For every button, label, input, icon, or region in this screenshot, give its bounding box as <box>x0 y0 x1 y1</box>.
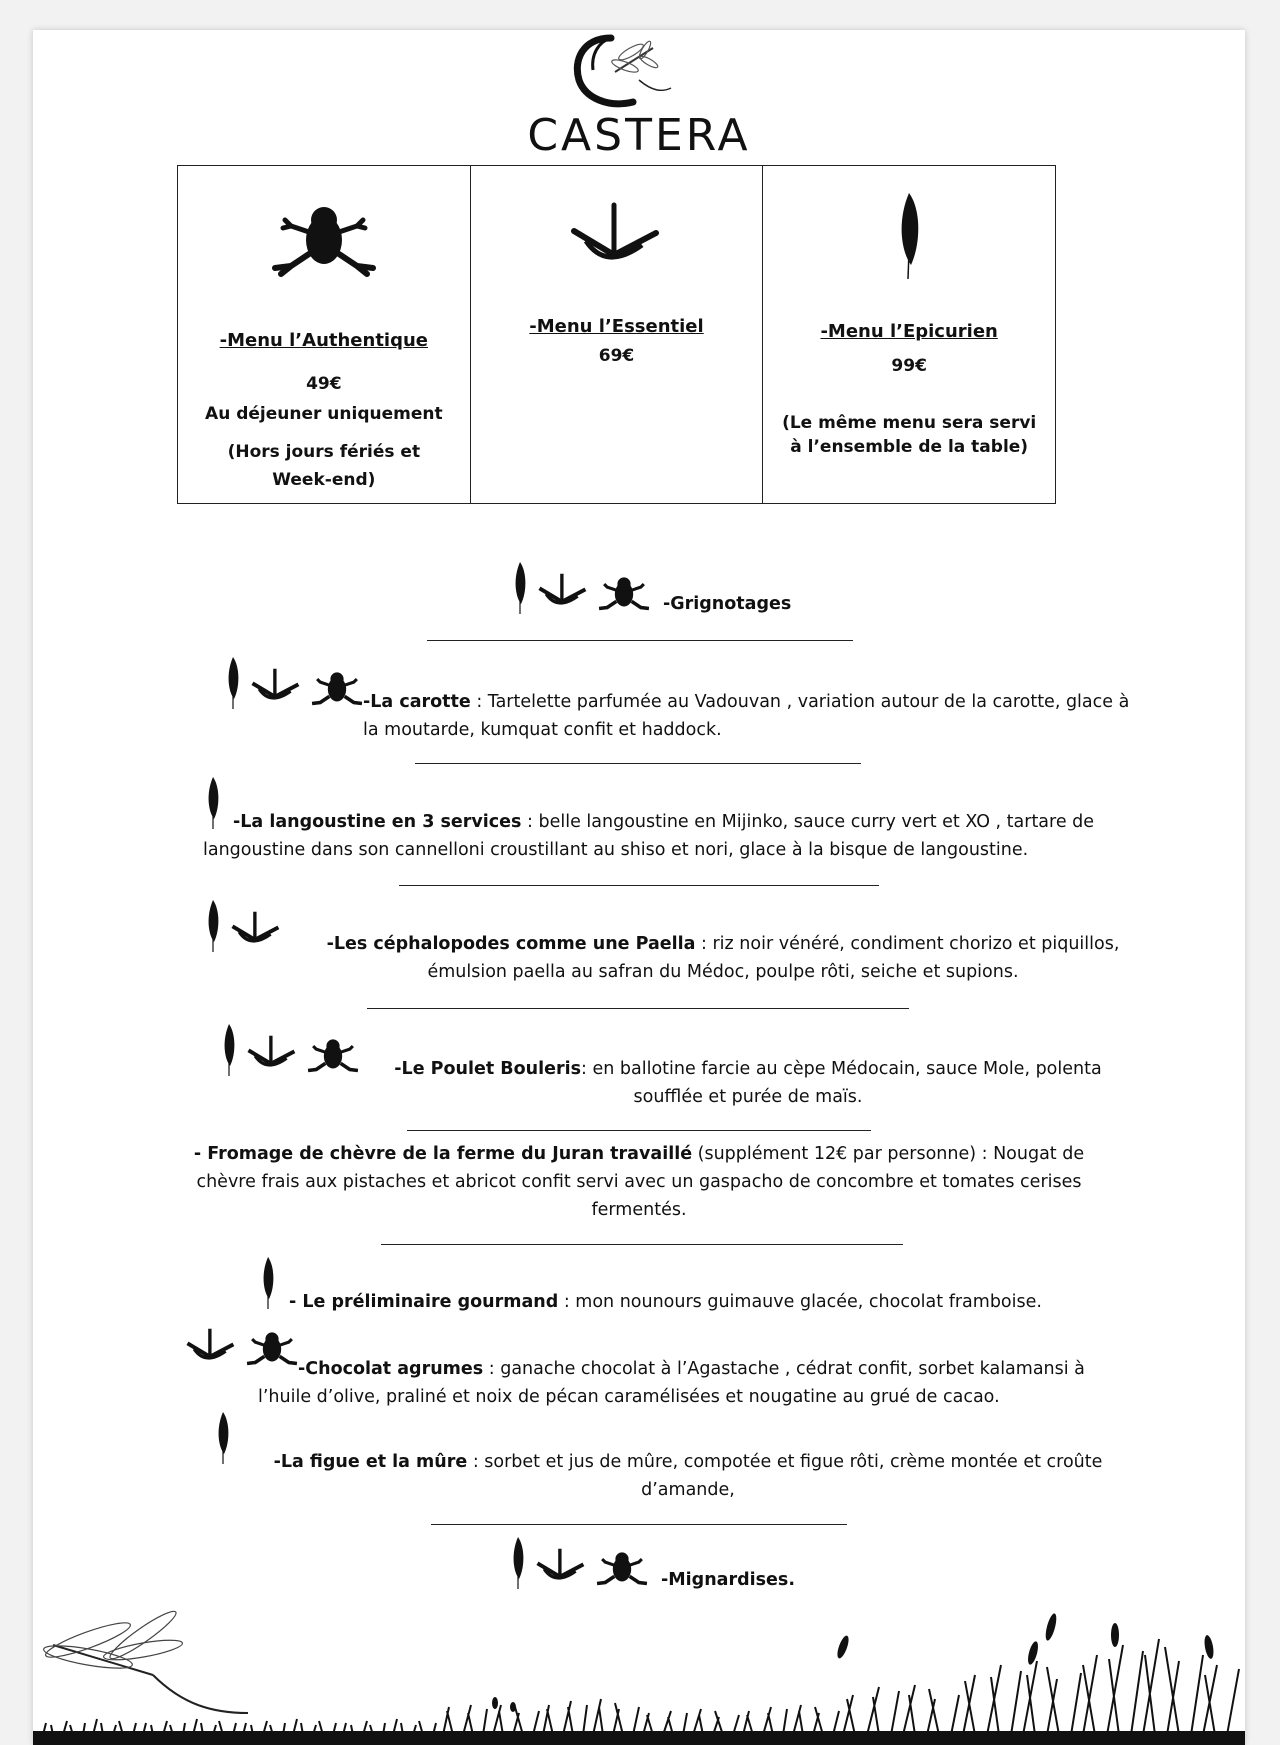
course-icons <box>508 1535 650 1590</box>
course-icons <box>258 1255 278 1310</box>
course-icons <box>223 655 365 710</box>
course-name: - Fromage de chèvre de la ferme du Juran travaillé <box>193 1144 693 1164</box>
logo <box>33 30 1245 160</box>
course-description: : riz noir vénéré, condiment chorizo et piquillos, émulsion paella au safran du Médoc, poulpe rôti, seiche et supions. <box>427 934 1120 982</box>
bird-footprint-icon <box>566 201 666 276</box>
menu-price: 99€ <box>891 356 927 376</box>
course-description: (supplément 12€ par personne) : Nougat de chèvre frais aux pistaches et abricot confit servi avec un gaspacho de concombre et tomates cerises fermentés. <box>196 1144 1085 1220</box>
menu-note: (Le même menu sera servi à l’ensemble de la table) <box>782 413 1037 457</box>
menu-page <box>33 30 1245 1745</box>
feather-icon <box>203 898 223 953</box>
course-name: -La figue et la mûre <box>273 1452 468 1472</box>
course-name: -La langoustine en 3 services <box>233 812 522 832</box>
course-fromage <box>173 1140 1105 1224</box>
course-icons <box>213 1410 233 1465</box>
menu-note: (Hors jours fériés et Week-end) <box>227 442 421 490</box>
divider <box>381 1244 903 1245</box>
course-name: -Les céphalopodes comme une Paella <box>326 934 696 954</box>
brand-name: CASTERA <box>527 110 751 161</box>
bird-footprint-icon <box>248 665 304 710</box>
bird-footprint-icon <box>244 1032 300 1077</box>
menu-title: -Menu l’Authentique <box>219 330 429 351</box>
menu-essentiel <box>470 166 763 504</box>
course-name: -Chocolat agrumes <box>298 1359 484 1379</box>
divider <box>399 885 879 886</box>
feather-icon <box>889 191 929 281</box>
course-figue <box>248 1448 1128 1504</box>
menu-note: Au déjeuner uniquement <box>205 404 443 424</box>
course-description: : mon nounours guimauve glacée, chocolat framboise. <box>558 1292 1042 1312</box>
course-mignardises: -Mignardises. <box>661 1570 795 1590</box>
divider <box>407 1130 871 1131</box>
feather-icon <box>223 655 243 710</box>
frog-icon <box>596 575 652 615</box>
dragonfly-icon <box>42 1606 248 1713</box>
menu-title: -Menu l’Essentiel <box>529 316 704 337</box>
bird-footprint-icon <box>535 570 591 615</box>
course-grignotages: -Grignotages <box>663 594 792 614</box>
course-carotte <box>363 688 1133 744</box>
divider <box>427 640 853 641</box>
course-icons <box>203 898 284 953</box>
course-preliminaire <box>289 1288 1089 1316</box>
divider <box>367 1008 909 1009</box>
bird-footprint-icon <box>228 908 284 953</box>
dragonfly-logo-icon <box>553 30 683 115</box>
frog-icon <box>309 670 365 710</box>
feather-icon <box>258 1255 278 1310</box>
course-chocolat <box>258 1355 1128 1411</box>
menus-table <box>177 165 1056 504</box>
feather-icon <box>219 1022 239 1077</box>
course-description: : ganache chocolat à l’Agastache , cédrat confit, sorbet kalamansi à l’huile d’olive, praliné et noix de pécan caramélisées et nougatine au grué de cacao. <box>258 1359 1085 1407</box>
course-name: - Le préliminaire gourmand <box>289 1292 559 1312</box>
feather-icon <box>510 560 530 615</box>
feather-icon <box>508 1535 528 1590</box>
feather-icon <box>213 1410 233 1465</box>
menu-price: 69€ <box>598 346 635 366</box>
course-icons <box>510 560 652 615</box>
menu-price: 49€ <box>306 374 342 394</box>
course-description: : Tartelette parfumée au Vadouvan , variation autour de la carotte, glace à la moutarde, kumquat confit et haddock. <box>363 692 1130 740</box>
course-cephalopodes <box>303 930 1143 986</box>
frog-icon <box>305 1037 361 1077</box>
course-poulet <box>363 1055 1133 1111</box>
course-icons <box>219 1022 361 1077</box>
course-name: -La carotte <box>363 692 471 712</box>
divider <box>415 763 861 764</box>
menu-epicurien <box>763 166 1056 504</box>
course-description: : en ballotine farcie au cèpe Médocain, sauce Mole, polenta soufflée et purée de maïs. <box>581 1059 1102 1107</box>
bird-footprint-icon <box>533 1545 589 1590</box>
course-langoustine <box>203 808 1143 864</box>
course-description: : sorbet et jus de mûre, compotée et figue rôti, crème montée et croûte d’amande, <box>467 1452 1103 1500</box>
divider <box>431 1524 847 1525</box>
course-description: : belle langoustine en Mijinko, sauce curry vert et XO , tartare de langoustine dans son cannelloni croustillant au shiso et nori, glace à la bisque de langoustine. <box>203 812 1095 860</box>
menu-title: -Menu l’Epicurien <box>820 321 998 342</box>
bird-footprint-icon <box>183 1325 239 1370</box>
grass-dragonfly-decoration <box>33 1595 1245 1745</box>
frog-icon <box>594 1550 650 1590</box>
menu-authentique <box>178 166 471 504</box>
frog-icon <box>269 204 379 279</box>
course-name: -Le Poulet Bouleris <box>394 1059 582 1079</box>
